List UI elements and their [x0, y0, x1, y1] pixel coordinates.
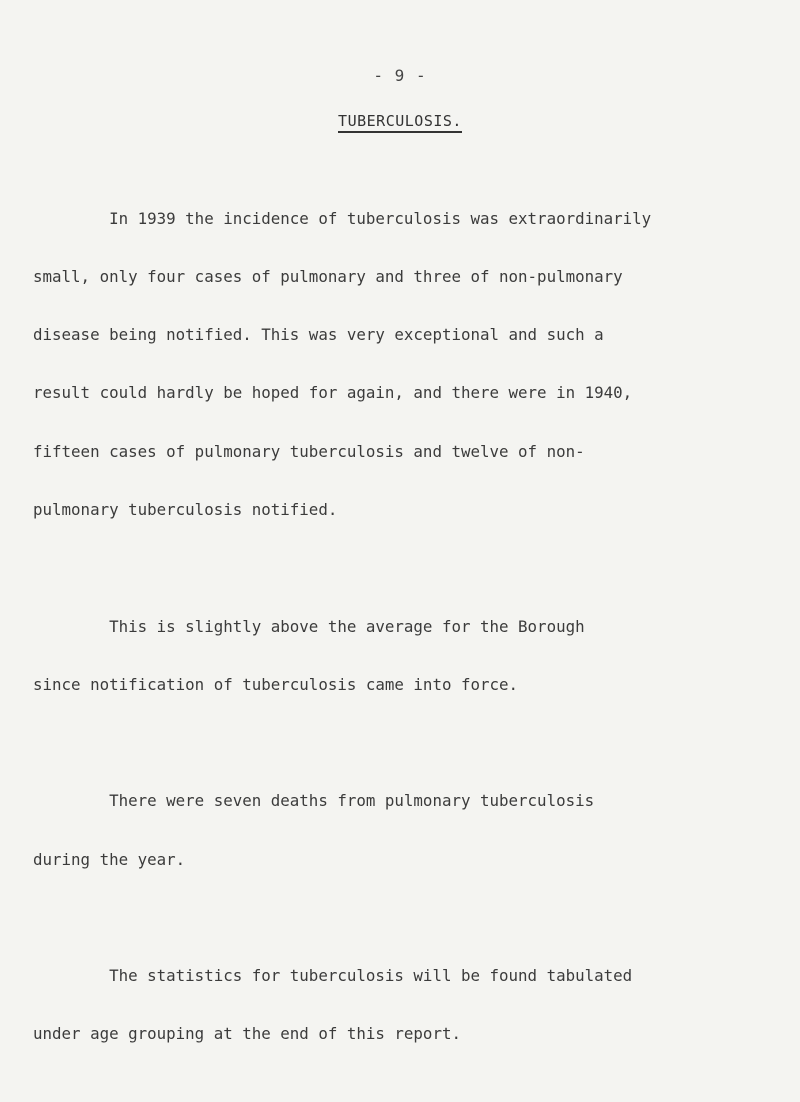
- text-line: small, only four cases of pulmonary and three of non-pulmonary: [33, 267, 623, 287]
- paragraph-statistics: [33, 927, 778, 1082]
- section-heading: [0, 112, 800, 133]
- body-text: [33, 170, 778, 1102]
- text-line: pulmonary tuberculosis notified.: [33, 499, 338, 519]
- paragraph-deaths: [33, 753, 778, 908]
- text-line: In 1939 the incidence of tuberculosis was extraordinarily: [33, 208, 652, 228]
- paragraph-incidence: [33, 170, 778, 558]
- text-line: There were seven deaths from pulmonary tuberculosis: [33, 791, 595, 811]
- text-line: since notification of tuberculosis came into force.: [33, 674, 519, 694]
- text-line: during the year.: [33, 849, 186, 869]
- text-line: This is slightly above the average for the Borough: [33, 616, 585, 636]
- text-line: fifteen cases of pulmonary tuberculosis and twelve of non-: [33, 441, 585, 461]
- text-line: under age grouping at the end of this report.: [33, 1024, 461, 1044]
- section-heading-text: TUBERCULOSIS.: [338, 112, 462, 133]
- text-line: disease being notified. This was very exceptional and such a: [33, 325, 604, 345]
- page-number: - 9 -: [373, 66, 427, 85]
- text-line: result could hardly be hoped for again, and there were in 1940,: [33, 383, 633, 403]
- text-line: The statistics for tuberculosis will be found tabulated: [33, 966, 633, 986]
- paragraph-average: [33, 578, 778, 733]
